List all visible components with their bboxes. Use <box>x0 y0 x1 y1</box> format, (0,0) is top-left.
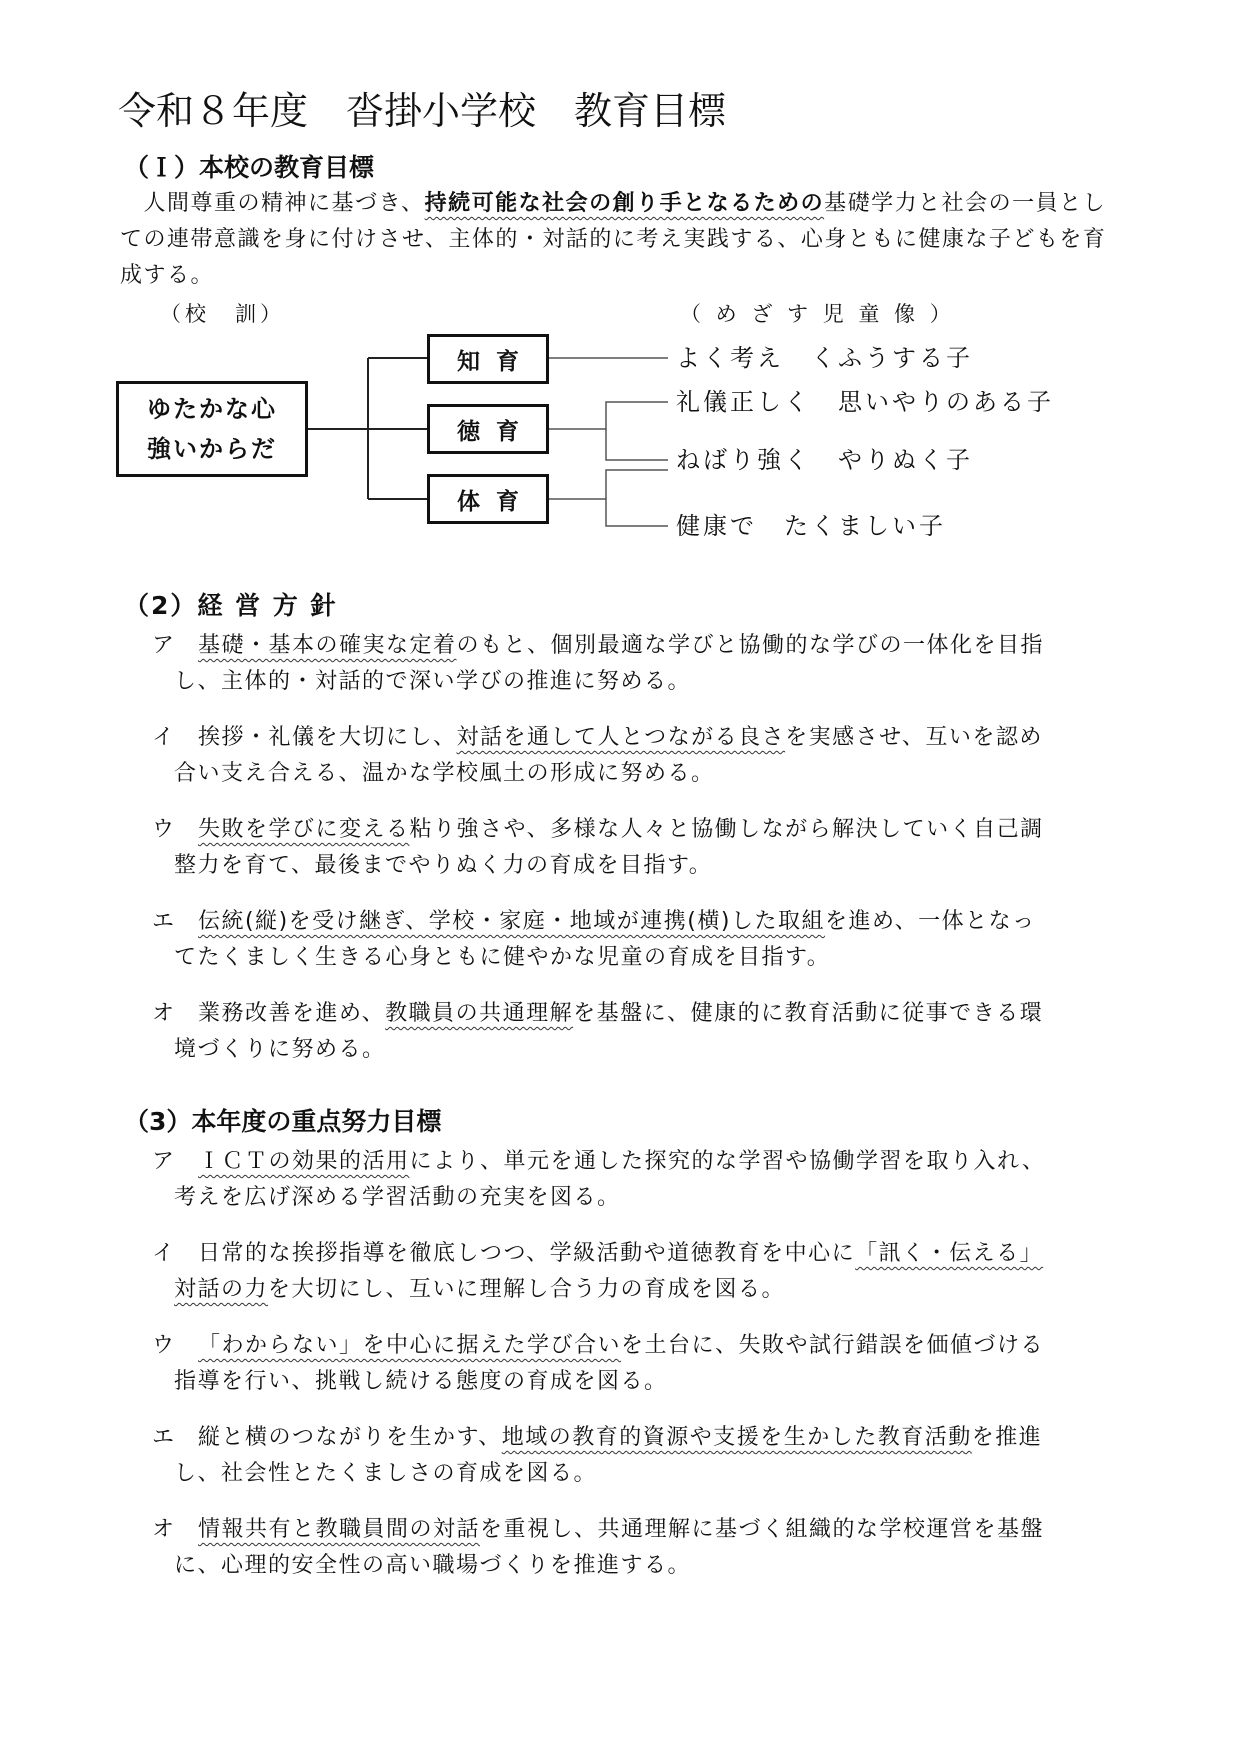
goal-item-e <box>152 1420 1102 1492</box>
line2: てたくましく生きる心身ともに健やかな児童の育成を目指す。 <box>174 945 831 970</box>
line2: 境づくりに努める。 <box>174 1037 386 1062</box>
policy-item-a <box>152 628 1102 700</box>
marker: ウ <box>152 817 176 842</box>
marker: オ <box>152 1001 176 1026</box>
branch-chiiku: 知育 <box>427 334 549 384</box>
ideal-2: 礼儀正しく 思いやりのある子 <box>676 388 1054 416</box>
policy-list <box>152 628 1102 1068</box>
marker: イ <box>152 725 176 750</box>
ideal-1: よく考え くふうする子 <box>676 344 973 372</box>
underlined: 「訊く・伝える」 <box>855 1241 1044 1266</box>
text: 縦と横のつながりを生かす、 <box>198 1425 502 1450</box>
line2: 合い支え合える、温かな学校風土の形成に努める。 <box>174 761 715 786</box>
motto-label: （校 訓） <box>160 302 285 326</box>
line1-pre: 人間尊重の精神に基づき、 <box>120 191 425 216</box>
underlined: 情報共有と教職員間の対話 <box>198 1517 481 1542</box>
ideal-3: ねばり強く やりぬく子 <box>676 446 973 474</box>
section1-line3: どもを育成する。 <box>120 227 1107 288</box>
marker: ア <box>152 633 176 658</box>
goal-item-i <box>152 1236 1102 1308</box>
page-title: 令和８年度 沓掛小学校 教育目標 <box>118 89 727 133</box>
underlined: 教職員の共通理解 <box>385 1001 574 1026</box>
text: を進め、一体となっ <box>824 909 1036 934</box>
ideal-4: 健康で たくましい子 <box>676 512 946 540</box>
policy-item-i <box>152 720 1102 792</box>
line2: 整力を育て、最後までやりぬく力の育成を目指す。 <box>174 853 713 878</box>
branch-tokuiku: 徳育 <box>427 404 549 454</box>
line1-emphasis: 持続可能な社会の創り手となるための <box>424 191 825 216</box>
goal-list <box>152 1144 1102 1584</box>
line2: に、心理的安全性の高い職場づくりを推進する。 <box>174 1553 692 1578</box>
motto-box <box>116 381 308 477</box>
marker: ア <box>152 1149 176 1174</box>
text: により、単元を通した探究的な学習や協働学習を取り入れ、 <box>409 1149 1046 1174</box>
line1-post: 基礎学力と社会の一員 <box>824 191 1060 216</box>
text: 粘り強さや、多様な人々と協働しながら解決していく自己調 <box>409 817 1044 842</box>
underlined: 地域の教育的資源や支援を生かした教育活動 <box>501 1425 972 1450</box>
line2: し、主体的・対話的で深い学びの推進に努める。 <box>174 669 692 694</box>
text: を土台に、失敗や試行錯誤を価値づける <box>621 1333 1045 1358</box>
goal-item-a <box>152 1144 1102 1216</box>
connector-tokuiku-bracket <box>606 402 668 460</box>
marker: エ <box>152 909 176 934</box>
underlined: ＩＣＴの効果的活用 <box>198 1149 410 1174</box>
text: 業務改善を進め、 <box>198 1001 386 1026</box>
section2-heading: （2）経 営 方 針 <box>124 591 338 620</box>
text: を基盤に、健康的に教育活動に従事できる環 <box>573 1001 1044 1026</box>
marker: イ <box>152 1241 176 1266</box>
line2: し、社会性とたくましさの育成を図る。 <box>174 1461 598 1486</box>
text: を実感させ、互いを認め <box>785 725 1043 750</box>
marker: ウ <box>152 1333 176 1358</box>
section1-heading: （Ｉ）本校の教育目標 <box>124 153 375 182</box>
marker: エ <box>152 1425 176 1450</box>
motto-line-1: ゆたかな心 <box>147 395 277 423</box>
motto-line-2: 強いからだ <box>147 435 277 463</box>
branch-taiiku: 体育 <box>427 474 549 524</box>
text: を推進 <box>971 1425 1043 1450</box>
underlined: 対話を通して人とつながる良さ <box>456 725 786 750</box>
line2: 指導を行い、挑戦し続ける態度の育成を図る。 <box>174 1369 668 1394</box>
ideals-label: （ め ざ す 児 童 像 ） <box>680 302 955 326</box>
underlined: 対話の力 <box>174 1277 269 1302</box>
policy-item-e <box>152 904 1102 976</box>
connector-taiiku-bracket <box>606 470 668 526</box>
marker: オ <box>152 1517 176 1542</box>
underlined: 「わからない」を中心に据えた学び合い <box>198 1333 622 1358</box>
text: を重視し、共通理解に基づく組織的な学校運営を基盤 <box>480 1517 1045 1542</box>
motto-diagram <box>0 298 1241 558</box>
section1-line2: としての連帯意識を身に付けさせ、主体的・対話的に考え実践する、心身ともに健康な子 <box>120 191 1107 252</box>
policy-item-o <box>152 996 1102 1068</box>
line2: 考えを広げ深める学習活動の充実を図る。 <box>174 1185 621 1210</box>
underlined: 基礎・基本の確実な定着 <box>198 633 457 658</box>
goal-item-u <box>152 1328 1102 1400</box>
section1-paragraph <box>120 186 1110 294</box>
section3-heading: （3）本年度の重点努力目標 <box>124 1107 442 1136</box>
underlined: 伝統(縦)を受け継ぎ、学校・家庭・地域が連携(横)した取組 <box>198 909 825 934</box>
goal-item-o <box>152 1512 1102 1584</box>
text: 日常的な挨拶指導を徹底しつつ、学級活動や道徳教育を中心に <box>198 1241 856 1266</box>
text: のもと、個別最適な学びと協働的な学びの一体化を目指 <box>456 633 1045 658</box>
line2: を大切にし、互いに理解し合う力の育成を図る。 <box>268 1277 786 1302</box>
text: 挨拶・礼儀を大切にし、 <box>198 725 457 750</box>
policy-item-u <box>152 812 1102 884</box>
underlined: 失敗を学びに変える <box>198 817 410 842</box>
